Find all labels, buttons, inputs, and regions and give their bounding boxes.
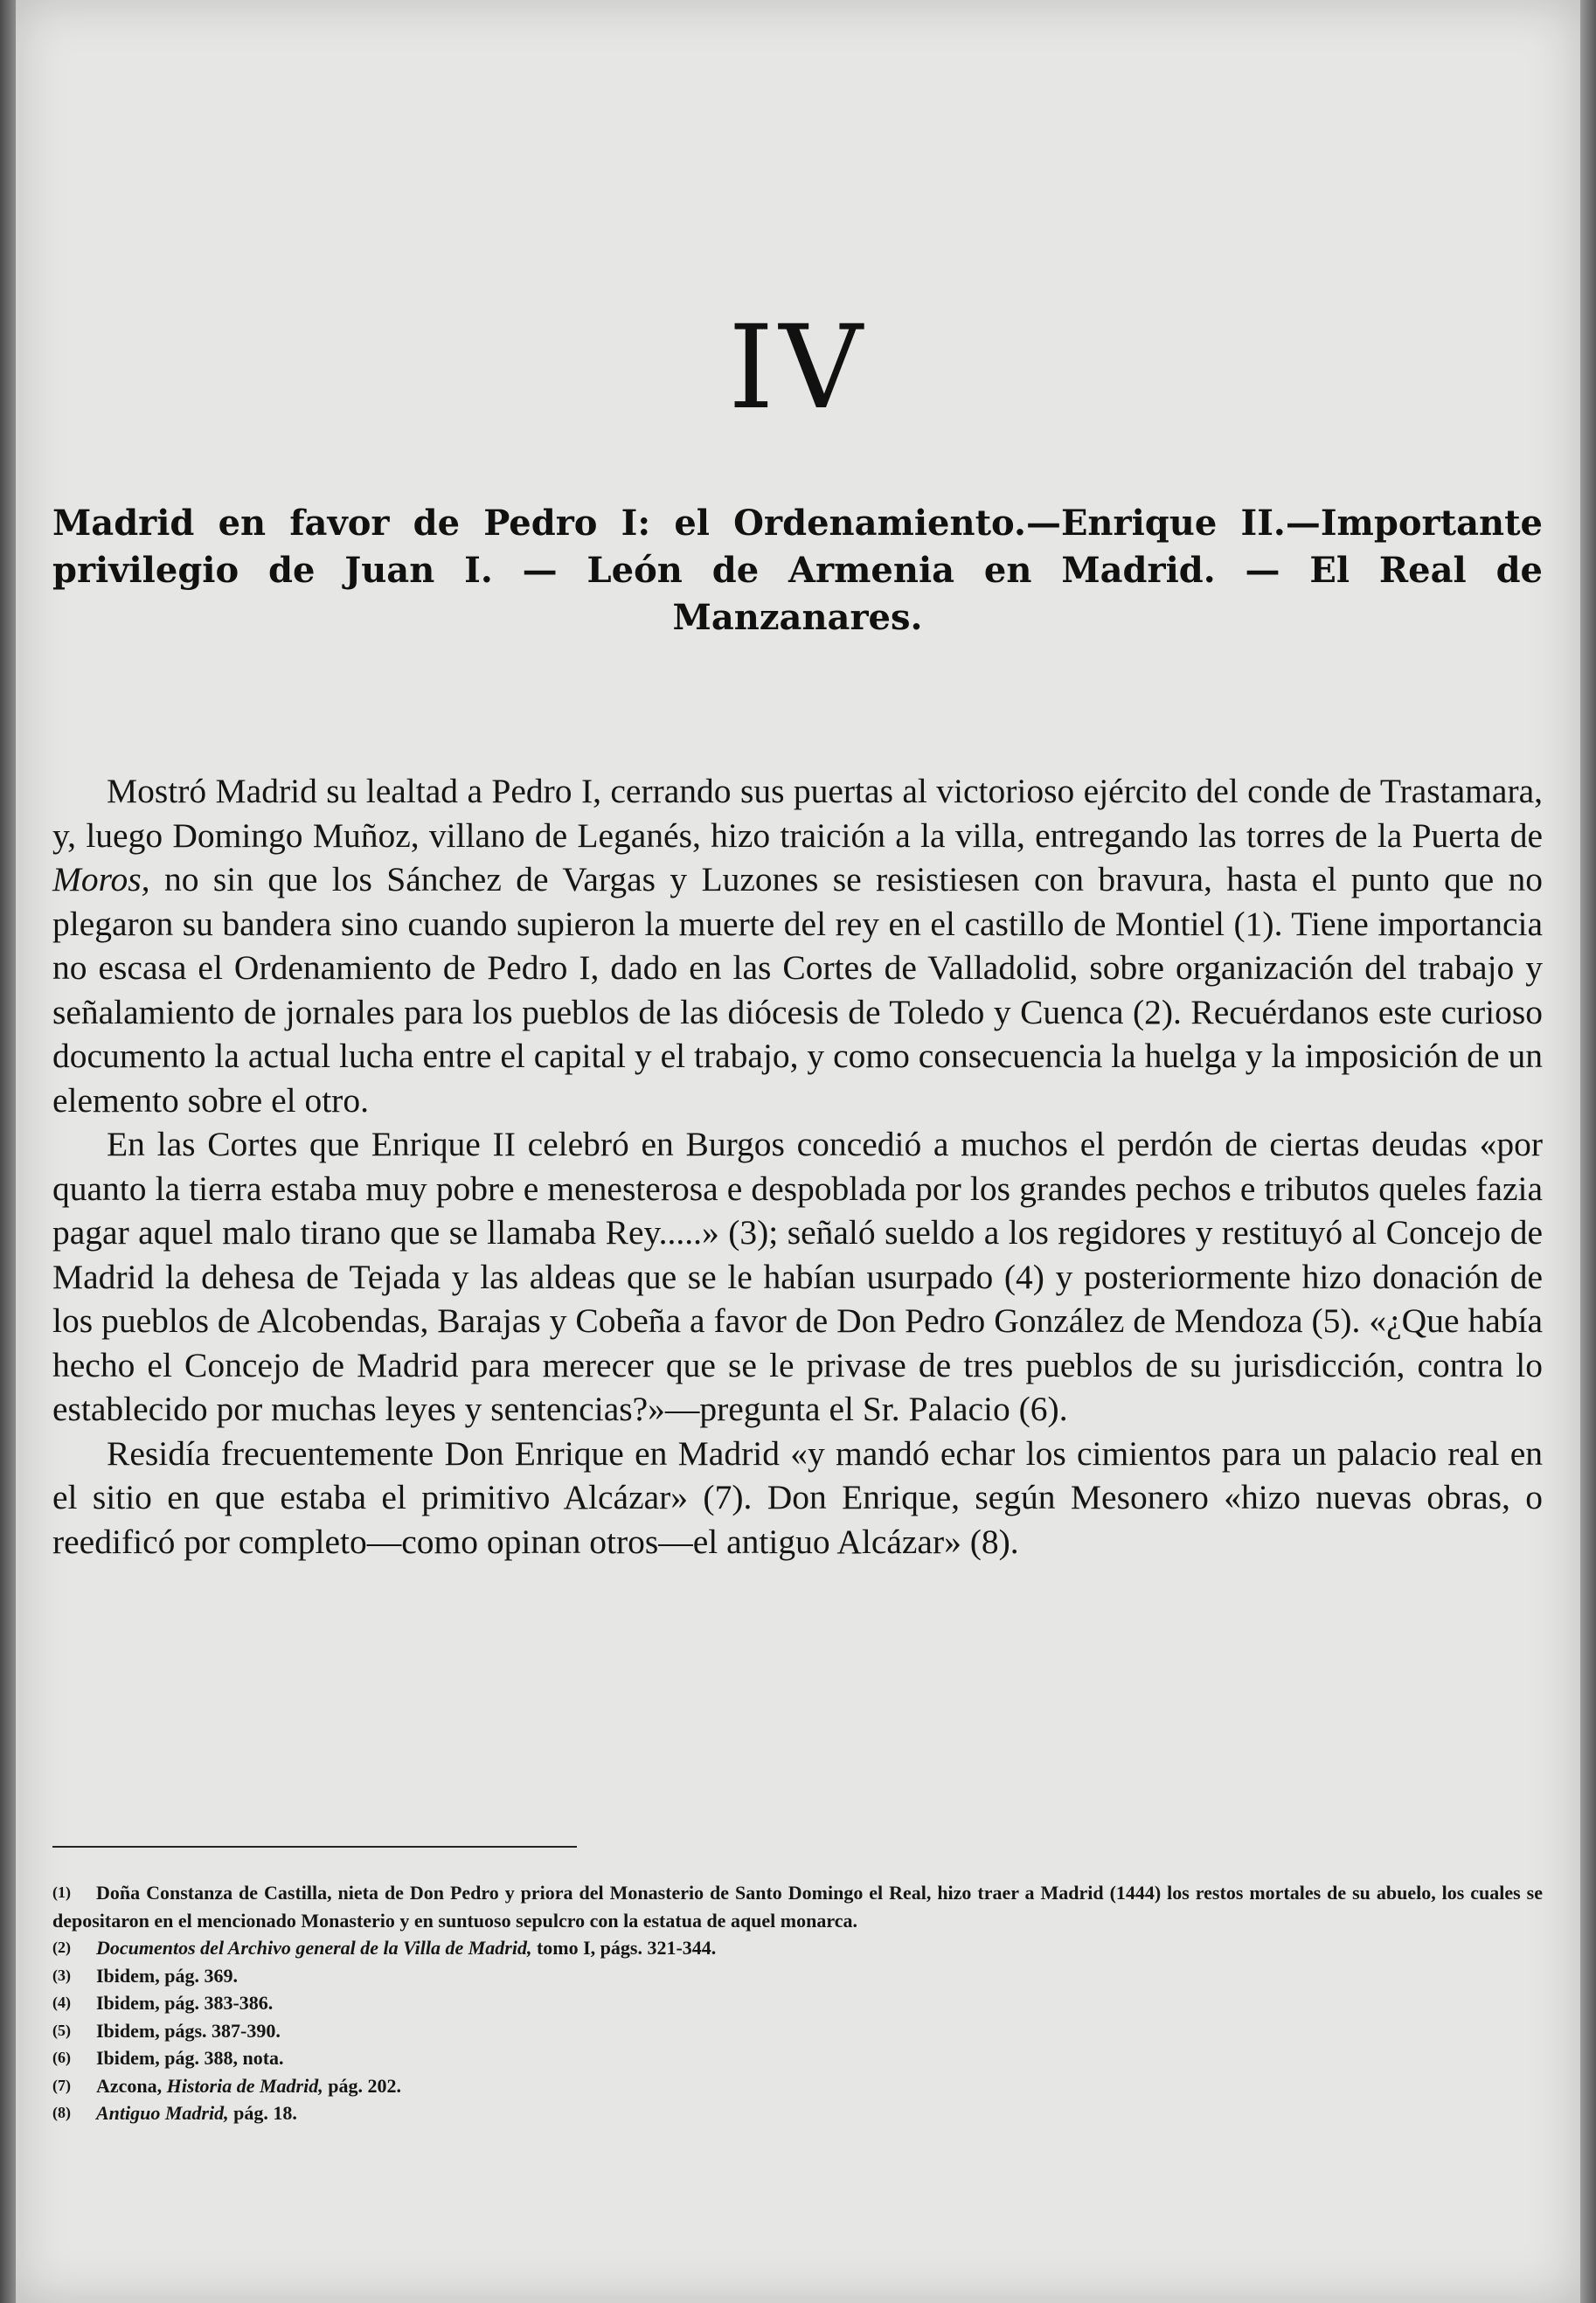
footnote-text: Ibidem, pág. 383-386. [96, 1992, 274, 2014]
footnote-author: Azcona, [96, 2074, 167, 2097]
paragraph-1-part-a: Mostró Madrid su lealtad a Pedro I, cerrando sus puertas al victorioso ejército del conde de Trastamara, y, luego Domingo Muñoz, villano de Leganés, hizo traición a la villa, entregando las torres de la Puerta de [52, 772, 1543, 855]
paragraph-2: En las Cortes que Enrique II celebró en Burgos concedió a muchos el perdón de ciertas deudas «por quanto la tierra estaba muy pobre e menesterosa e despoblada por los grandes pechos e tributos queles fazia pagar aquel malo tirano que se llamaba Rey.....» (3); señaló sueldo a los regidores y restituyó al Concejo de Madrid la dehesa de Tejada y las aldeas que se le habían usurpado (4) y posteriormente hizo donación de los pueblos de Alcobendas, Barajas y Cobeña a favor de Don Pedro González de Mendoza (5). «¿Que había hecho el Concejo de Madrid para merecer que se le privase de tres pueblos de su jurisdicción, contra lo establecido por muchas leyes y sentencias?»—pregunta el Sr. Palacio (6). [52, 1125, 1543, 1428]
paragraph-1 [52, 769, 1543, 1122]
footnote-number: (3) [52, 1966, 71, 1984]
paragraph-3: Residía frecuentemente Don Enrique en Madrid «y mandó echar los cimientos para un palacio real en el sitio en que estaba el primitivo Alcázar» (7). Don Enrique, según Mesonero «hizo nuevas obras, o reedificó por completo—como opinan otros—el antiguo Alcázar» (8). [52, 1433, 1543, 1561]
footnote-number: (2) [52, 1939, 71, 1956]
chapter-heading: Madrid en favor de Pedro I: el Ordenamiento.—Enrique II.—Importante privilegio de Juan I. — León de Armenia en Madrid. — El Real de Manzanares. [52, 503, 1543, 638]
footnote-work-title: Antiguo Madrid, [96, 2102, 229, 2124]
footnote-5 [52, 2017, 1543, 2045]
footnote-6 [52, 2044, 1543, 2072]
footnote-number: (5) [52, 2021, 71, 2039]
footnote-text: Ibidem, pág. 388, nota. [96, 2047, 284, 2069]
footnote-8 [52, 2099, 1543, 2127]
paragraph-1-part-b: no sin que los Sánchez de Vargas y Luzones se resistiesen con bravura, hasta el punto que no plegaron su bandera sino cuando supieron la muerte del rey en el castillo de Montiel (1). Tiene importancia no escasa el Ordenamiento de Pedro I, dado en las Cortes de Valladolid, sobre organización del trabajo y señalamiento de jornales para los pueblos de las diócesis de Toledo y Cuenca (2). Recuérdanos este curioso documento la actual lucha entre el capital y el trabajo, y como consecuencia la huelga y la imposición de un elemento sobre el otro. [52, 860, 1543, 1120]
footnote-work-title: Documentos del Archivo general de la Villa de Madrid, [96, 1937, 532, 1959]
footnote-7 [52, 2072, 1543, 2100]
footnote-number: (8) [52, 2104, 71, 2121]
footnote-number: (1) [52, 1883, 71, 1901]
footnote-work-title: Historia de Madrid, [166, 2074, 323, 2097]
footnote-3 [52, 1962, 1543, 1990]
footnote-text: pág. 18. [228, 2102, 297, 2124]
chapter-numeral: IV [728, 301, 868, 435]
footnote-rule [52, 1846, 577, 1848]
footnote-number: (6) [52, 2049, 71, 2066]
footnote-2 [52, 1934, 1543, 1962]
footnote-1 [52, 1879, 1543, 1934]
footnote-text: Doña Constanza de Castilla, nieta de Don Pedro y priora del Monasterio de Santo Domingo el Real, hizo traer a Madrid (1444) los restos mortales de su abuelo, los cuales se depositaron en el mencionado Monasterio y en suntuoso sepulcro con la estatua de aquel monarca. [52, 1882, 1543, 1932]
footnote-number: (4) [52, 1994, 71, 2011]
body-text [52, 769, 1543, 1564]
footnote-text: Ibidem, pág. 369. [96, 1964, 238, 1987]
paragraph-1-italic: Moros, [52, 860, 150, 898]
footnote-4 [52, 1989, 1543, 2017]
footnote-text: Ibidem, págs. 387-390. [96, 2019, 281, 2042]
footnote-number: (7) [52, 2076, 71, 2094]
footnotes [52, 1879, 1543, 2127]
footnote-text: pág. 202. [323, 2074, 401, 2097]
footnote-text: tomo I, págs. 321-344. [531, 1937, 717, 1959]
